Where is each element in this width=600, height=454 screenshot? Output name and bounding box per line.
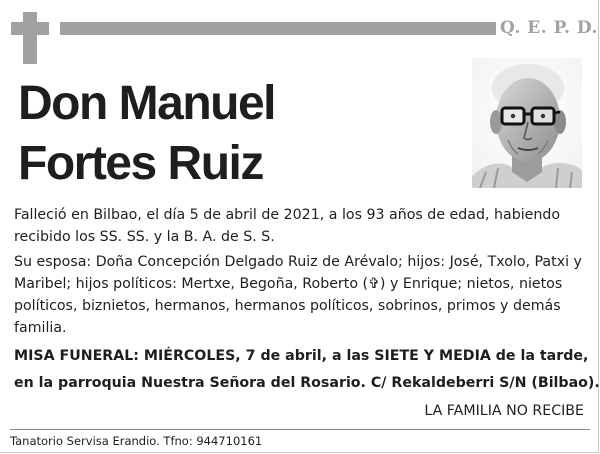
funeral-home-contact: Tanatorio Servisa Erandio. Tfno: 944710161 [10, 434, 263, 448]
family-paragraph: Su esposa: Doña Concepción Delgado Ruiz de Arévalo; hijos: José, Txolo, Patxi y Maribel; hijos políticos: Mertxe, Begoña, Roberto (✞) y Enrique; nietos, nietos políticos, biznietos, hermanos, hermanos políticos, sobrinos, primos y demás familia. [14, 254, 582, 336]
funeral-mass-line2: en la parroquia Nuestra Señora del Rosario. C/ Rekaldeberri S/N (Bilbao). [14, 375, 600, 391]
header-rule [60, 22, 496, 35]
qepd-label: Q. E. P. D. [500, 18, 598, 38]
deceased-name-line1: Don Manuel [18, 77, 275, 130]
deceased-name-line2: Fortes Ruiz [18, 137, 263, 190]
portrait-photo [472, 58, 582, 188]
funeral-mass-line1: MISA FUNERAL: MIÉRCOLES, 7 de abril, a las SIETE Y MEDIA de la tarde, [14, 348, 589, 364]
footer-divider [10, 429, 590, 430]
family-notice: LA FAMILIA NO RECIBE [424, 403, 584, 419]
death-notice-paragraph: Falleció en Bilbao, el día 5 de abril de 2021, a los 93 años de edad, habiendo recibido los SS. SS. y la B. A. de S. S. [14, 207, 561, 245]
